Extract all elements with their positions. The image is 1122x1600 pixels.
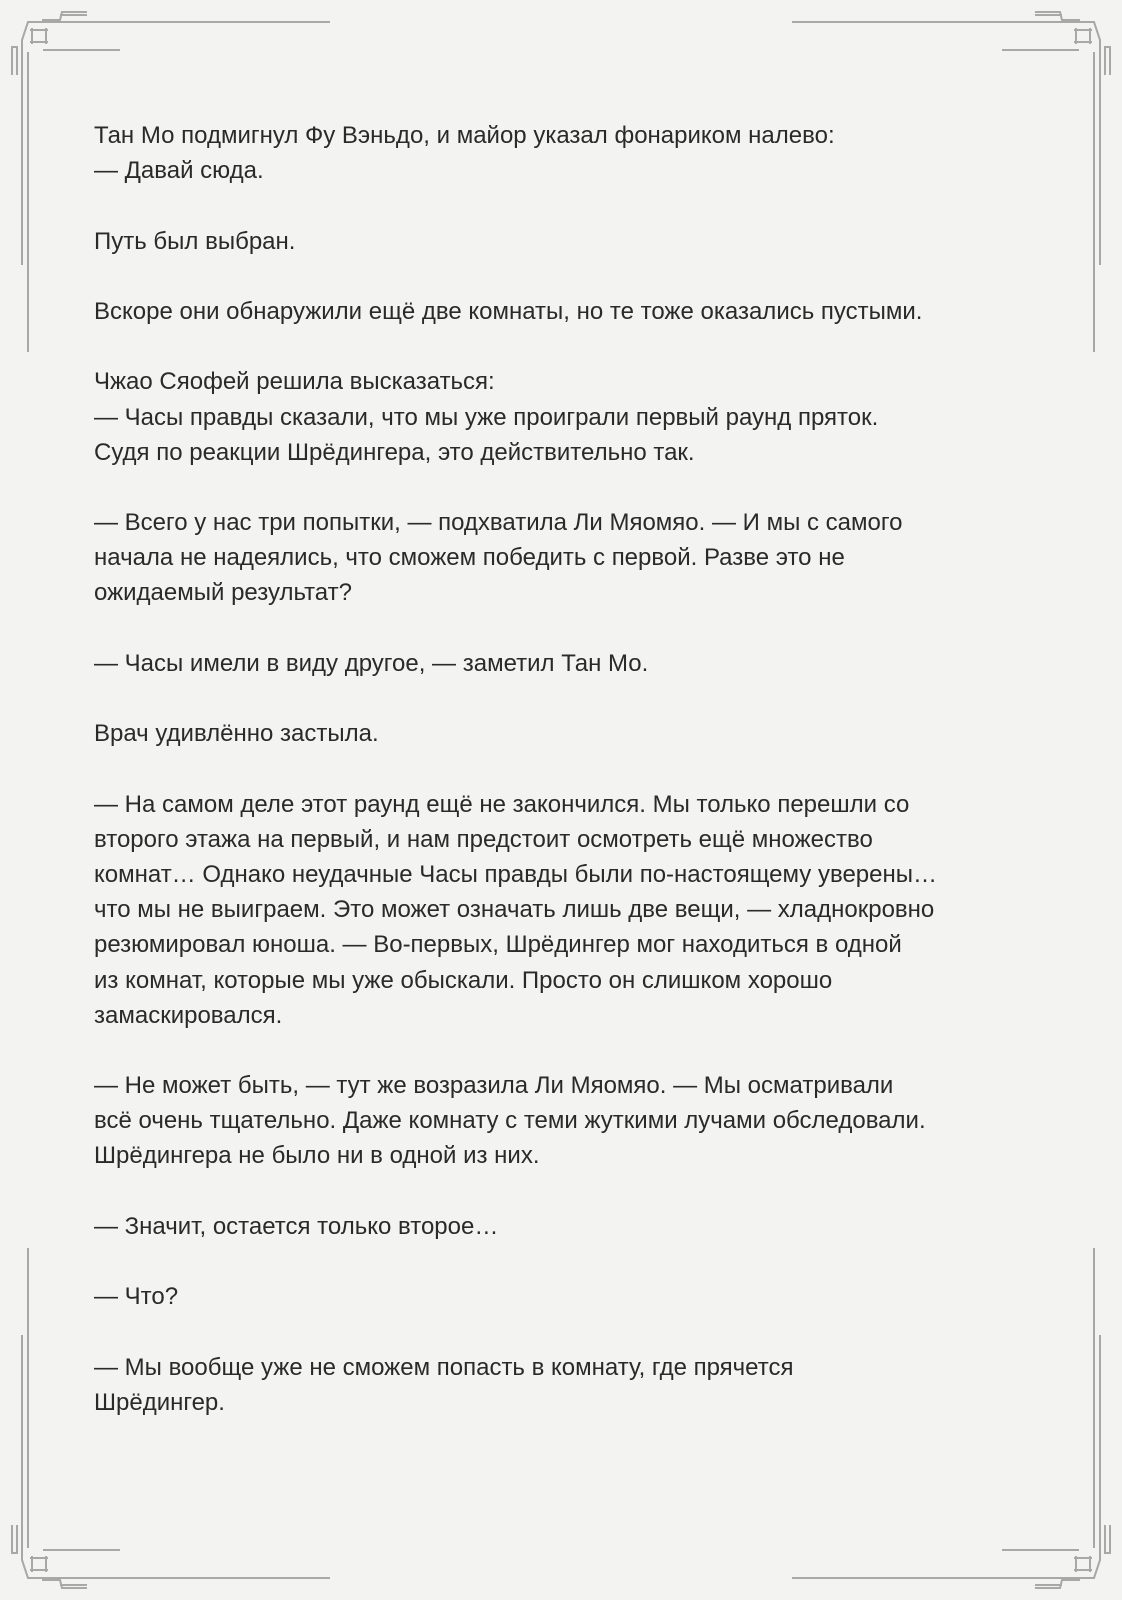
text-line: второго этажа на первый, и нам предстоит осмотреть ещё множество [94,825,873,853]
text-line: — Мы вообще уже не сможем попасть в комнату, где прячется [94,1353,794,1381]
paragraph [94,1209,1054,1244]
text-line: Судя по реакции Шрёдингера, это действительно так. [94,438,695,466]
text-line: — Не может быть, — тут же возразила Ли Мяомяо. — Мы осматривали [94,1072,894,1100]
paragraph [94,1350,1054,1420]
paragraph [94,224,1054,259]
text-line: — Давай сюда. [94,157,264,185]
page-body-text [94,118,1054,1455]
paragraph [94,1279,1054,1314]
text-line: комнат… Однако неудачные Часы правды были по-настоящему уверены… [94,860,937,888]
paragraph [94,787,1054,1033]
text-line: Врач удивлённо застыла. [94,720,379,748]
text-line: из комнат, которые мы уже обыскали. Просто он слишком хорошо [94,966,833,994]
text-line: Чжао Сяофей решила высказаться: [94,368,495,396]
text-line: Вскоре они обнаружили ещё две комнаты, но те тоже оказались пустыми. [94,297,923,325]
paragraph [94,716,1054,751]
text-line: — Что? [94,1283,179,1311]
text-line: — Значит, остается только второе… [94,1212,499,1240]
text-line: резюмировал юноша. — Во-первых, Шрёдингер мог находиться в одной [94,931,902,959]
paragraph [94,1068,1054,1174]
paragraph [94,364,1054,470]
text-line: начала не надеялись, что сможем победить с первой. Разве это не [94,544,845,572]
text-line: Шрёдингер. [94,1388,225,1416]
text-line: ожидаемый результат? [94,579,352,607]
text-line: Шрёдингера не было ни в одной из них. [94,1142,540,1170]
text-line: — Часы правды сказали, что мы уже проиграли первый раунд пряток. [94,403,879,431]
paragraph [94,646,1054,681]
text-line: Путь был выбран. [94,227,296,255]
paragraph [94,505,1054,611]
text-line: всё очень тщательно. Даже комнату с теми жуткими лучами обследовали. [94,1107,926,1135]
text-line: — Часы имели в виду другое, — заметил Тан Мо. [94,649,649,677]
text-line: — Всего у нас три попытки, — подхватила Ли Мяомяо. — И мы с самого [94,509,903,537]
text-line: — На самом деле этот раунд ещё не закончился. Мы только перешли со [94,790,910,818]
text-line: замаскировался. [94,1001,283,1029]
text-line: что мы не выиграем. Это может означать лишь две вещи, — хладнокровно [94,896,935,924]
paragraph [94,294,1054,329]
paragraph [94,118,1054,188]
text-line: Тан Мо подмигнул Фу Вэньдо, и майор указал фонариком налево: [94,122,835,149]
